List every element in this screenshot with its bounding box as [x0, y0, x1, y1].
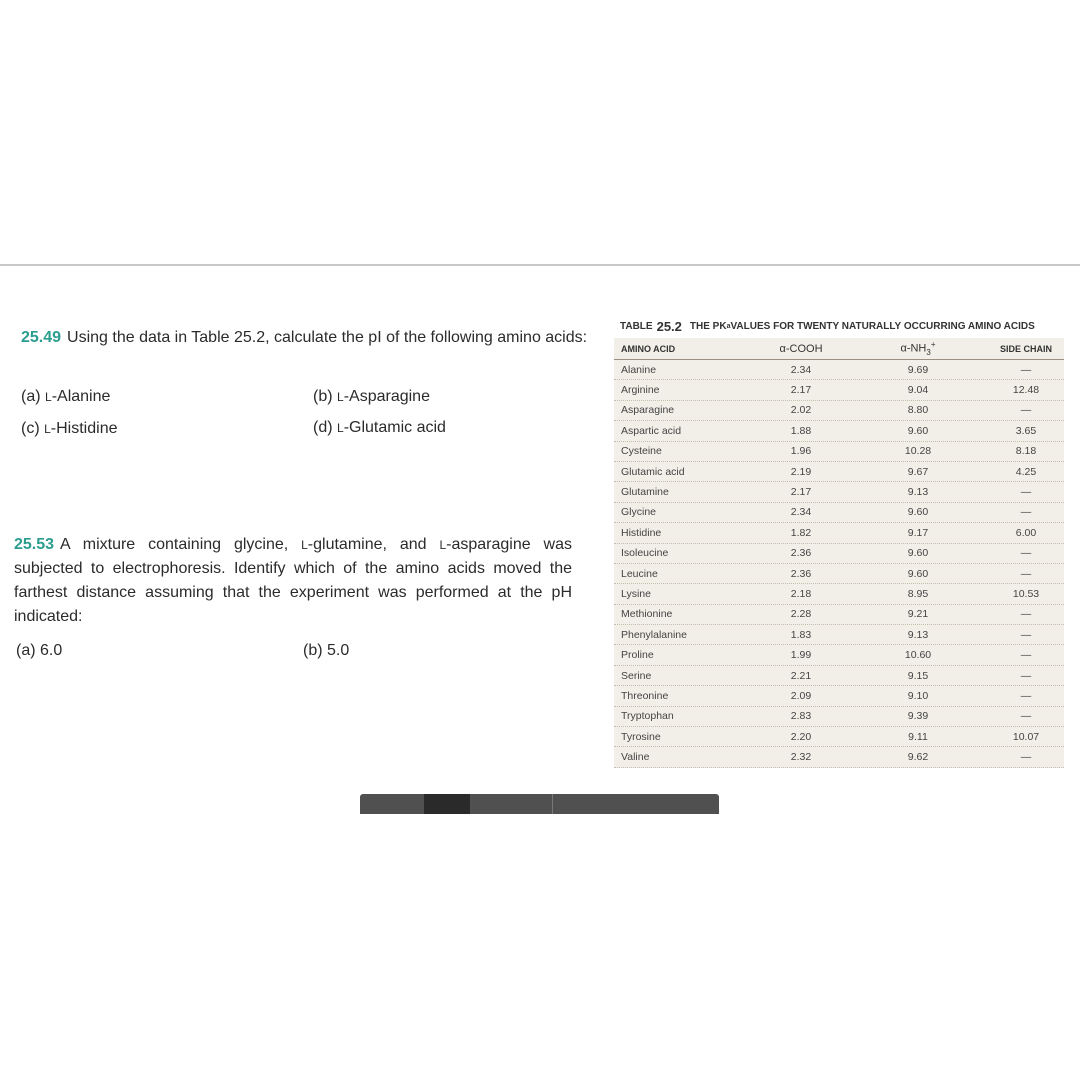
table-row	[614, 605, 1064, 625]
cell-nh3: 8.95	[907, 587, 929, 600]
table-rows	[614, 360, 1064, 768]
cell-nh3: 9.60	[907, 424, 929, 437]
cell-nh3: 9.11	[908, 730, 928, 743]
header-amino-acid: AMINO ACID	[621, 343, 676, 354]
table-row	[614, 442, 1064, 462]
cell-amino-acid: Asparagine	[621, 404, 675, 417]
header-side-chain: SIDE CHAIN	[999, 343, 1052, 354]
page-divider	[0, 264, 1080, 266]
question-25-49	[21, 326, 591, 350]
cell-cooh: 2.32	[790, 751, 812, 764]
option-a: (a) L-Alanine	[21, 388, 111, 405]
table-row	[614, 727, 1064, 747]
cell-nh3: 9.04	[907, 384, 929, 397]
question-number: 25.53	[14, 536, 55, 553]
question-number: 25.49	[21, 329, 62, 346]
cell-cooh: 2.36	[790, 547, 812, 560]
cell-nh3: 9.15	[907, 669, 929, 682]
question-text: Using the data in Table 25.2, calculate the pI of the following amino acids:	[67, 329, 588, 346]
question-25-53: 25.53 A mixture containing glycine, L-glutamine, and L-asparagine was subjected to electrophoresis. Identify which of the amino acids moved the farthest distance assuming that the experiment was performed at the pH indicated:	[14, 536, 572, 625]
cell-nh3: 8.80	[907, 404, 929, 417]
cell-amino-acid: Methionine	[621, 608, 673, 621]
table-row	[614, 503, 1064, 523]
table-row	[614, 686, 1064, 706]
cell-cooh: 1.83	[790, 628, 812, 641]
cell-cooh: 2.28	[790, 608, 812, 621]
table-row	[614, 645, 1064, 665]
cell-nh3: 9.67	[907, 465, 929, 478]
cell-amino-acid: Glycine	[621, 506, 657, 519]
cell-side-chain: —	[1020, 404, 1032, 417]
cell-nh3: 9.60	[907, 567, 929, 580]
cell-cooh: 2.34	[790, 506, 812, 519]
cell-side-chain: —	[1020, 628, 1032, 641]
table-row	[614, 360, 1064, 380]
cell-nh3: 9.13	[907, 486, 929, 499]
cell-cooh: 2.09	[790, 689, 812, 702]
cell-nh3: 9.21	[907, 608, 929, 621]
table-body	[614, 338, 1064, 768]
cell-amino-acid: Valine	[621, 751, 650, 764]
cell-amino-acid: Leucine	[621, 567, 658, 580]
cell-amino-acid: Phenylalanine	[621, 628, 687, 641]
cell-amino-acid: Threonine	[621, 689, 669, 702]
table-row	[614, 523, 1064, 543]
cell-nh3: 9.60	[907, 506, 929, 519]
table-row	[614, 482, 1064, 502]
cell-amino-acid: Arginine	[621, 384, 660, 397]
cell-amino-acid: Isoleucine	[621, 547, 669, 560]
cell-side-chain: —	[1020, 710, 1032, 723]
table-row	[614, 584, 1064, 604]
cell-cooh: 2.34	[790, 363, 812, 376]
cell-cooh: 2.18	[790, 587, 812, 600]
table-row	[614, 380, 1064, 400]
table-row	[614, 707, 1064, 727]
table-row	[614, 462, 1064, 482]
cell-amino-acid: Glutamic acid	[621, 465, 685, 478]
cell-amino-acid: Glutamine	[621, 486, 669, 499]
pka-table	[614, 314, 1064, 768]
cell-amino-acid: Histidine	[621, 526, 662, 539]
cell-amino-acid: Cysteine	[621, 445, 662, 458]
cell-nh3: 9.69	[907, 363, 929, 376]
cell-amino-acid: Serine	[621, 669, 652, 682]
cell-nh3: 9.39	[907, 710, 929, 723]
table-title: TABLE 25.2 THE PK a VALUES FOR TWENTY NATURALLY OCCURRING AMINO ACIDS	[620, 318, 1035, 334]
cell-side-chain: —	[1020, 669, 1032, 682]
cell-amino-acid: Aspartic acid	[621, 424, 682, 437]
cell-side-chain: 12.48	[1012, 384, 1040, 397]
table-row	[614, 564, 1064, 584]
header-nh3: $\alpha-NH_3^+$	[900, 340, 936, 357]
table-row	[614, 544, 1064, 564]
table-row	[614, 747, 1064, 767]
cell-side-chain: 3.65	[1015, 424, 1037, 437]
cell-side-chain: —	[1020, 689, 1032, 702]
cell-cooh: 1.99	[790, 649, 812, 662]
cell-side-chain: —	[1020, 649, 1032, 662]
cell-nh3: 9.17	[907, 526, 929, 539]
table-row	[614, 666, 1064, 686]
cell-nh3: 9.60	[907, 547, 929, 560]
option-c: (c) L-Histidine	[21, 420, 118, 437]
cell-cooh: 2.19	[790, 465, 812, 478]
cell-cooh: 2.83	[790, 710, 812, 723]
header-cooh: α-COOH	[779, 342, 823, 355]
option-b: (b) L-Asparagine	[313, 388, 430, 405]
option-d: (d) L-Glutamic acid	[313, 419, 446, 436]
cell-nh3: 10.28	[904, 445, 932, 458]
cell-amino-acid: Proline	[621, 649, 654, 662]
cell-side-chain: —	[1020, 506, 1032, 519]
cell-amino-acid: Tryptophan	[621, 710, 674, 723]
cell-cooh: 2.17	[790, 384, 812, 397]
table-row	[614, 401, 1064, 421]
cell-amino-acid: Alanine	[621, 363, 657, 376]
media-toolbar[interactable]	[360, 794, 719, 814]
cell-cooh: 2.17	[790, 486, 812, 499]
cell-side-chain: —	[1020, 751, 1032, 764]
cell-side-chain: —	[1020, 486, 1032, 499]
cell-side-chain: —	[1020, 547, 1032, 560]
cell-cooh: 1.96	[790, 445, 812, 458]
option-b: (b) 5.0	[303, 642, 350, 659]
cell-cooh: 1.88	[790, 424, 812, 437]
cell-side-chain: 6.00	[1015, 526, 1037, 539]
cell-side-chain: 10.07	[1012, 730, 1040, 743]
toolbar-active-segment[interactable]	[424, 794, 470, 814]
cell-cooh: 2.02	[790, 404, 812, 417]
cell-cooh: 1.82	[790, 526, 812, 539]
cell-nh3: 9.10	[907, 689, 929, 702]
toolbar-divider	[552, 794, 553, 814]
cell-side-chain: —	[1020, 567, 1032, 580]
table-header-row	[614, 338, 1064, 360]
table-row	[614, 625, 1064, 645]
option-a: (a) 6.0	[16, 642, 63, 659]
cell-amino-acid: Tyrosine	[621, 730, 661, 743]
cell-cooh: 2.21	[790, 669, 812, 682]
cell-side-chain: 4.25	[1015, 465, 1037, 478]
cell-nh3: 9.13	[907, 628, 929, 641]
table-row	[614, 421, 1064, 441]
cell-nh3: 10.60	[904, 649, 932, 662]
cell-side-chain: 8.18	[1015, 445, 1037, 458]
cell-side-chain: —	[1020, 608, 1032, 621]
cell-cooh: 2.20	[790, 730, 812, 743]
cell-side-chain: 10.53	[1012, 587, 1040, 600]
cell-cooh: 2.36	[790, 567, 812, 580]
cell-amino-acid: Lysine	[621, 587, 651, 600]
cell-nh3: 9.62	[907, 751, 929, 764]
cell-side-chain: —	[1020, 363, 1032, 376]
